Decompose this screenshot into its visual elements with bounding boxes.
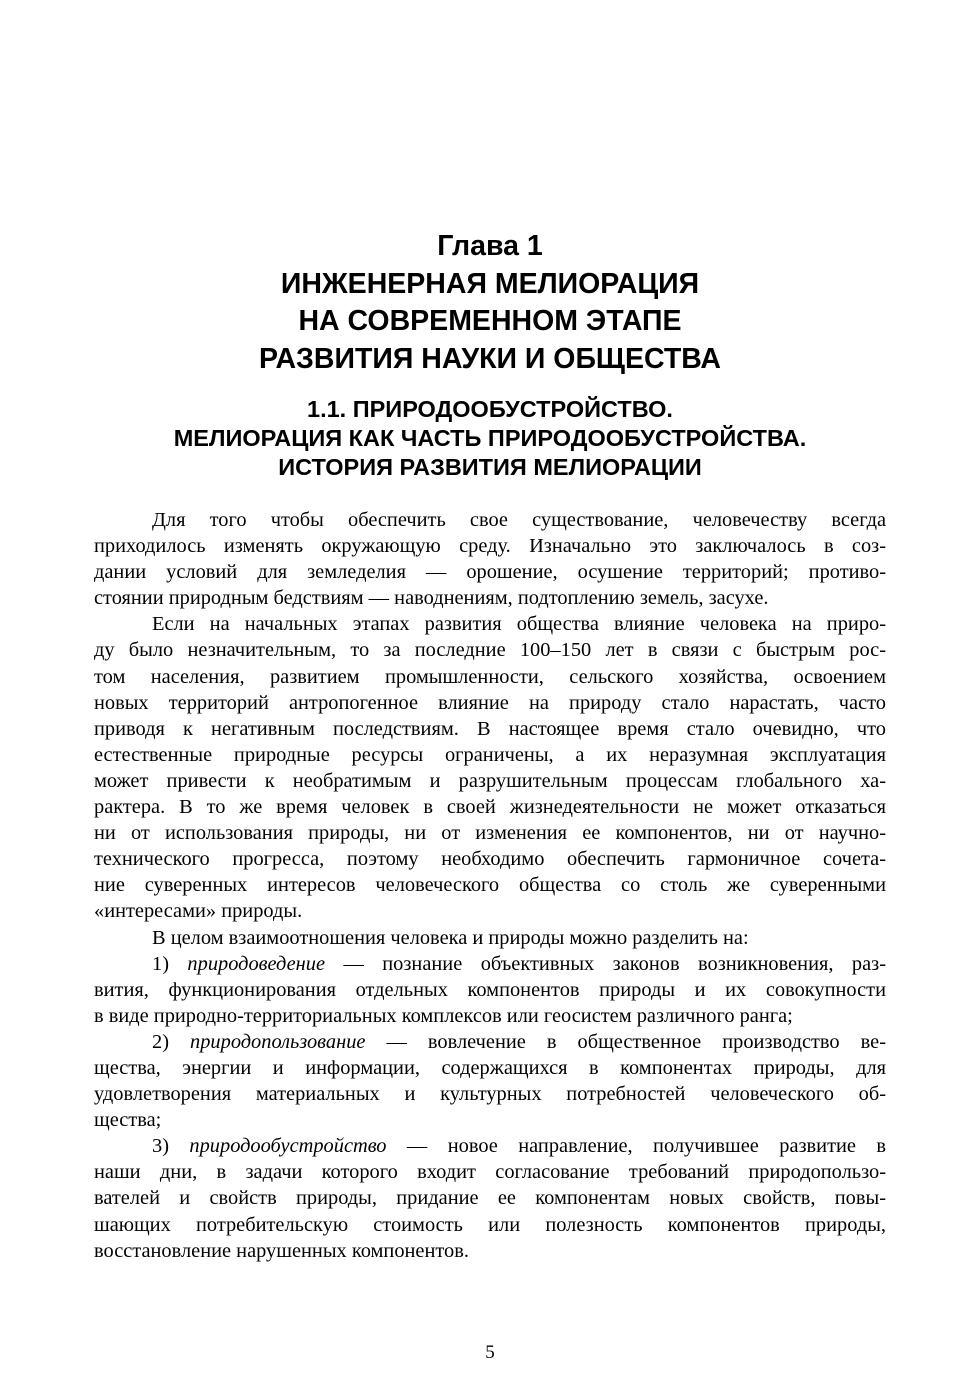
list-item-term: природообустройство — [189, 1135, 387, 1158]
list-item-number: 3) — [152, 1135, 190, 1158]
chapter-label: Глава 1 — [437, 230, 543, 262]
text-line: естественные природные ресурсы ограничены, а их неразумная эксплуатация — [94, 743, 886, 766]
list-item-number: 2) — [152, 1030, 191, 1053]
text-line: рактера. В то же время человек в своей жизнедеятельности не может отказаться — [94, 796, 886, 819]
text-line: приходилось изменять окружающую среду. Изначально это заключалось в соз- — [94, 535, 886, 558]
text-line: дании условий для земледелия — орошение, осушение территорий; противо- — [94, 561, 886, 584]
text-line: шающих потребительскую стоимость или полезность компонентов природы, — [94, 1213, 886, 1236]
list-item-term: природопользование — [190, 1030, 366, 1053]
text-line: ду было незначительным, то за последние 100–150 лет в связи с быстрым рос- — [94, 639, 886, 662]
list-item-text: — вовлечение в общественное производство ве- — [365, 1030, 886, 1053]
list-item-text: — новое направление, получившее развитие в — [386, 1135, 886, 1158]
text-line: Если на начальных этапах развития общества влияние человека на приро- — [152, 613, 886, 636]
text-line: в виде природно-территориальных комплексов или геосистем различного ранга; — [94, 1004, 793, 1027]
list-item-term: природоведение — [187, 952, 326, 975]
section-title-line: ИСТОРИЯ РАЗВИТИЯ МЕЛИОРАЦИИ — [278, 454, 702, 480]
list-item-text: — познание объективных законов возникновения, раз- — [325, 952, 886, 975]
page-number: 5 — [485, 1342, 495, 1363]
text-line: том населения, развитием промышленности, сельского хозяйства, освоением — [94, 665, 886, 688]
text-line: стоянии природным бедствиям — наводнениям, подтоплению земель, засухе. — [94, 587, 769, 610]
chapter-title-line: РАЗВИТИЯ НАУКИ И ОБЩЕСТВА — [258, 342, 722, 375]
text-line: щества, энергии и информации, содержащихся в компонентах природы, для — [94, 1056, 886, 1079]
text-line: вития, функционирования отдельных компонентов природы и их совокупности — [94, 978, 886, 1001]
list-item-number: 1) — [152, 952, 188, 975]
text-line: «интересами» природы. — [94, 900, 303, 923]
body-text — [94, 507, 886, 1264]
chapter-title-line: НА СОВРЕМЕННОМ ЭТАПЕ — [298, 305, 682, 337]
text-line: восстановление нарушенных компонентов. — [94, 1239, 469, 1262]
text-line: щества; — [94, 1109, 162, 1132]
text-line: может привести к необратимым и разрушительным процессам глобального ха- — [94, 769, 886, 792]
text-line: наши дни, в задачи которого входит согласование требований природопользо- — [94, 1161, 886, 1184]
list-item-first-line — [94, 1029, 886, 1055]
text-line: Для того чтобы обеспечить свое существование, человечеству всегда — [152, 509, 886, 531]
text-line: В целом взаимоотношения человека и природы можно разделить на: — [152, 926, 749, 949]
section-title-line: 1.1. ПРИРОДООБУСТРОЙСТВО. — [307, 396, 673, 422]
text-line: вателей и свойств природы, придание ее компонентам новых свойств, повы- — [94, 1187, 886, 1210]
text-line: удовлетворения материальных и культурных потребностей человеческого об- — [94, 1083, 886, 1106]
text-line: приводя к негативным последствиям. В настоящее время стало очевидно, что — [94, 717, 886, 740]
chapter-title-line: ИНЖЕНЕРНАЯ МЕЛИОРАЦИЯ — [280, 267, 700, 300]
text-line: новых территорий антропогенное влияние на природу стало нарастать, часто — [94, 691, 886, 714]
text-line: ни от использования природы, ни от изменения ее компонентов, ни от научно- — [94, 822, 886, 845]
text-line: ние суверенных интересов человеческого общества со столь же суверенными — [94, 874, 886, 897]
chapter-heading — [0, 228, 980, 378]
section-title-line: МЕЛИОРАЦИЯ КАК ЧАСТЬ ПРИРОДООБУСТРОЙСТВА. — [173, 425, 807, 451]
text-line: технического прогресса, поэтому необходимо обеспечить гармоничное сочета- — [94, 848, 886, 871]
section-heading — [0, 395, 980, 482]
list-item-first-line — [94, 1133, 886, 1159]
list-item-first-line — [94, 951, 886, 977]
